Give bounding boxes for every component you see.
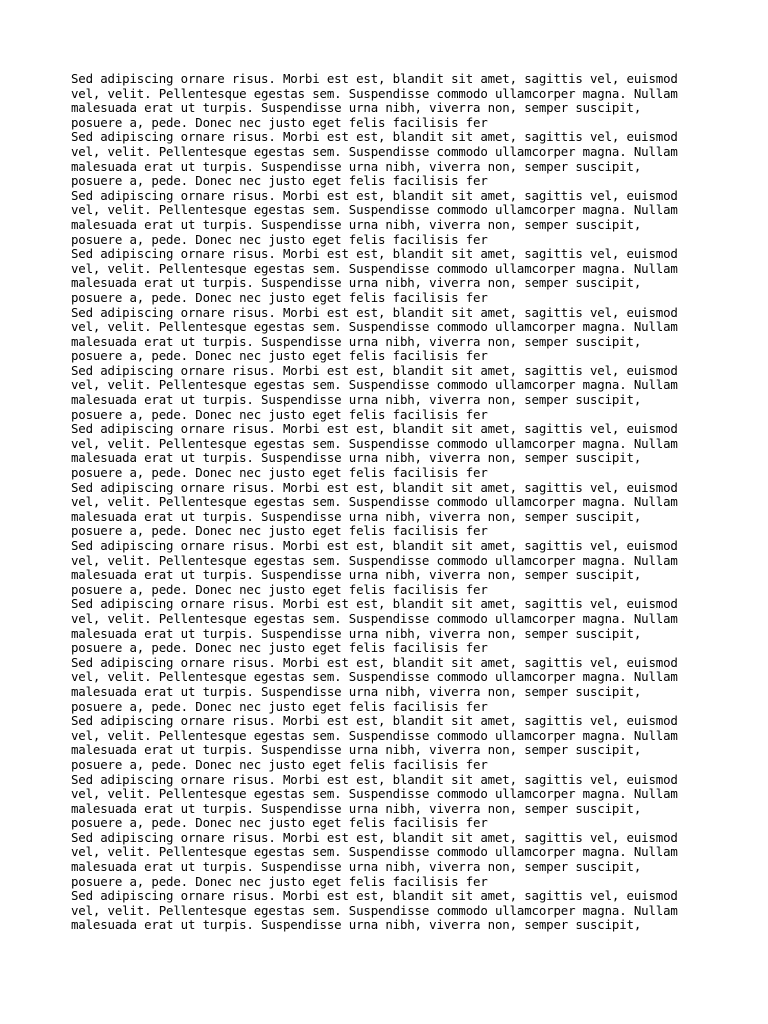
text-line: Sed adipiscing ornare risus. Morbi est est, blandit sit amet, sagittis vel, euismod <box>71 713 678 729</box>
text-line: Sed adipiscing ornare risus. Morbi est est, blandit sit amet, sagittis vel, euismod <box>71 187 678 203</box>
text-line: malesuada erat ut turpis. Suspendisse urna nibh, viverra non, semper suscipit, <box>71 859 642 875</box>
paragraph <box>71 364 711 422</box>
text-line: posuere a, pede. Donec nec justo eget felis facilisis fer <box>71 348 488 364</box>
text-line: posuere a, pede. Donec nec justo eget felis facilisis fer <box>71 756 488 772</box>
text-line: malesuada erat ut turpis. Suspendisse urna nibh, viverra non, semper suscipit, <box>71 100 642 116</box>
paragraph-final <box>71 889 711 933</box>
text-line: posuere a, pede. Donec nec justo eget felis facilisis fer <box>71 114 488 130</box>
text-line: Sed adipiscing ornare risus. Morbi est est, blandit sit amet, sagittis vel, euismod <box>71 304 678 320</box>
text-line: posuere a, pede. Donec nec justo eget felis facilisis fer <box>71 640 488 656</box>
text-line: Sed adipiscing ornare risus. Morbi est est, blandit sit amet, sagittis vel, euismod <box>71 654 678 670</box>
text-line: posuere a, pede. Donec nec justo eget felis facilisis fer <box>71 406 488 422</box>
text-line: vel, velit. Pellentesque egestas sem. Suspendisse commodo ullamcorper magna. Nullam <box>71 319 678 335</box>
text-line: posuere a, pede. Donec nec justo eget felis facilisis fer <box>71 873 488 889</box>
text-line: vel, velit. Pellentesque egestas sem. Suspendisse commodo ullamcorper magna. Nullam <box>71 844 678 860</box>
text-line: malesuada erat ut turpis. Suspendisse urna nibh, viverra non, semper suscipit, <box>71 158 642 174</box>
text-line: vel, velit. Pellentesque egestas sem. Suspendisse commodo ullamcorper magna. Nullam <box>71 902 678 918</box>
text-line: Sed adipiscing ornare risus. Morbi est est, blandit sit amet, sagittis vel, euismod <box>71 829 678 845</box>
text-line: posuere a, pede. Donec nec justo eget felis facilisis fer <box>71 698 488 714</box>
text-line: malesuada erat ut turpis. Suspendisse urna nibh, viverra non, semper suscipit, <box>71 742 642 758</box>
text-line: Sed adipiscing ornare risus. Morbi est est, blandit sit amet, sagittis vel, euismod <box>71 771 678 787</box>
paragraph <box>71 714 711 772</box>
text-line: malesuada erat ut turpis. Suspendisse urna nibh, viverra non, semper suscipit, <box>71 508 642 524</box>
paragraph <box>71 539 711 597</box>
text-line: vel, velit. Pellentesque egestas sem. Suspendisse commodo ullamcorper magna. Nullam <box>71 552 678 568</box>
text-line: Sed adipiscing ornare risus. Morbi est est, blandit sit amet, sagittis vel, euismod <box>71 246 678 262</box>
text-line: Sed adipiscing ornare risus. Morbi est est, blandit sit amet, sagittis vel, euismod <box>71 888 678 904</box>
paragraph <box>71 773 711 831</box>
text-line: vel, velit. Pellentesque egestas sem. Suspendisse commodo ullamcorper magna. Nullam <box>71 494 678 510</box>
text-line: Sed adipiscing ornare risus. Morbi est est, blandit sit amet, sagittis vel, euismod <box>71 421 678 437</box>
paragraph <box>71 306 711 364</box>
text-line: posuere a, pede. Donec nec justo eget felis facilisis fer <box>71 581 488 597</box>
text-line: Sed adipiscing ornare risus. Morbi est est, blandit sit amet, sagittis vel, euismod <box>71 479 678 495</box>
paragraph <box>71 247 711 305</box>
text-line: vel, velit. Pellentesque egestas sem. Suspendisse commodo ullamcorper magna. Nullam <box>71 260 678 276</box>
paragraph <box>71 189 711 247</box>
text-line: malesuada erat ut turpis. Suspendisse urna nibh, viverra non, semper suscipit, <box>71 450 642 466</box>
text-line: vel, velit. Pellentesque egestas sem. Suspendisse commodo ullamcorper magna. Nullam <box>71 85 678 101</box>
text-line: Sed adipiscing ornare risus. Morbi est est, blandit sit amet, sagittis vel, euismod <box>71 538 678 553</box>
paragraph <box>71 422 711 480</box>
text-line: Sed adipiscing ornare risus. Morbi est est, blandit sit amet, sagittis vel, euismod <box>71 71 678 86</box>
text-line: vel, velit. Pellentesque egestas sem. Suspendisse commodo ullamcorper magna. Nullam <box>71 377 678 393</box>
text-line: vel, velit. Pellentesque egestas sem. Suspendisse commodo ullamcorper magna. Nullam <box>71 727 678 743</box>
text-line: malesuada erat ut turpis. Suspendisse urna nibh, viverra non, semper suscipit, <box>71 216 642 232</box>
paragraph <box>71 597 711 655</box>
text-line: vel, velit. Pellentesque egestas sem. Suspendisse commodo ullamcorper magna. Nullam <box>71 610 678 626</box>
text-line: posuere a, pede. Donec nec justo eget felis facilisis fer <box>71 231 488 247</box>
paragraph <box>71 72 711 130</box>
text-line: posuere a, pede. Donec nec justo eget felis facilisis fer <box>71 523 488 539</box>
text-line: vel, velit. Pellentesque egestas sem. Suspendisse commodo ullamcorper magna. Nullam <box>71 143 678 159</box>
text-line: posuere a, pede. Donec nec justo eget felis facilisis fer <box>71 465 488 481</box>
paragraph <box>71 831 711 889</box>
text-line: malesuada erat ut turpis. Suspendisse urna nibh, viverra non, semper suscipit, <box>71 683 642 699</box>
text-line: malesuada erat ut turpis. Suspendisse urna nibh, viverra non, semper suscipit, <box>71 567 642 583</box>
paragraph <box>71 481 711 539</box>
text-line: Sed adipiscing ornare risus. Morbi est est, blandit sit amet, sagittis vel, euismod <box>71 129 678 145</box>
text-line: posuere a, pede. Donec nec justo eget felis facilisis fer <box>71 289 488 305</box>
text-line: vel, velit. Pellentesque egestas sem. Suspendisse commodo ullamcorper magna. Nullam <box>71 786 678 802</box>
text-line: posuere a, pede. Donec nec justo eget felis facilisis fer <box>71 173 488 189</box>
text-line: malesuada erat ut turpis. Suspendisse urna nibh, viverra non, semper suscipit, <box>71 800 642 816</box>
text-line: malesuada erat ut turpis. Suspendisse urna nibh, viverra non, semper suscipit, <box>71 333 642 349</box>
document-body <box>71 72 711 933</box>
paragraph <box>71 130 711 188</box>
text-line: vel, velit. Pellentesque egestas sem. Suspendisse commodo ullamcorper magna. Nullam <box>71 435 678 451</box>
paragraph <box>71 656 711 714</box>
text-line: malesuada erat ut turpis. Suspendisse urna nibh, viverra non, semper suscipit, <box>71 625 642 641</box>
text-line: vel, velit. Pellentesque egestas sem. Suspendisse commodo ullamcorper magna. Nullam <box>71 202 678 218</box>
text-line: malesuada erat ut turpis. Suspendisse urna nibh, viverra non, semper suscipit, <box>71 275 642 291</box>
text-line: Sed adipiscing ornare risus. Morbi est est, blandit sit amet, sagittis vel, euismod <box>71 596 678 612</box>
text-line: malesuada erat ut turpis. Suspendisse urna nibh, viverra non, semper suscipit, <box>71 917 642 933</box>
text-line: posuere a, pede. Donec nec justo eget felis facilisis fer <box>71 815 488 831</box>
text-line: vel, velit. Pellentesque egestas sem. Suspendisse commodo ullamcorper magna. Nullam <box>71 669 678 685</box>
text-line: malesuada erat ut turpis. Suspendisse urna nibh, viverra non, semper suscipit, <box>71 392 642 408</box>
text-line: Sed adipiscing ornare risus. Morbi est est, blandit sit amet, sagittis vel, euismod <box>71 362 678 378</box>
